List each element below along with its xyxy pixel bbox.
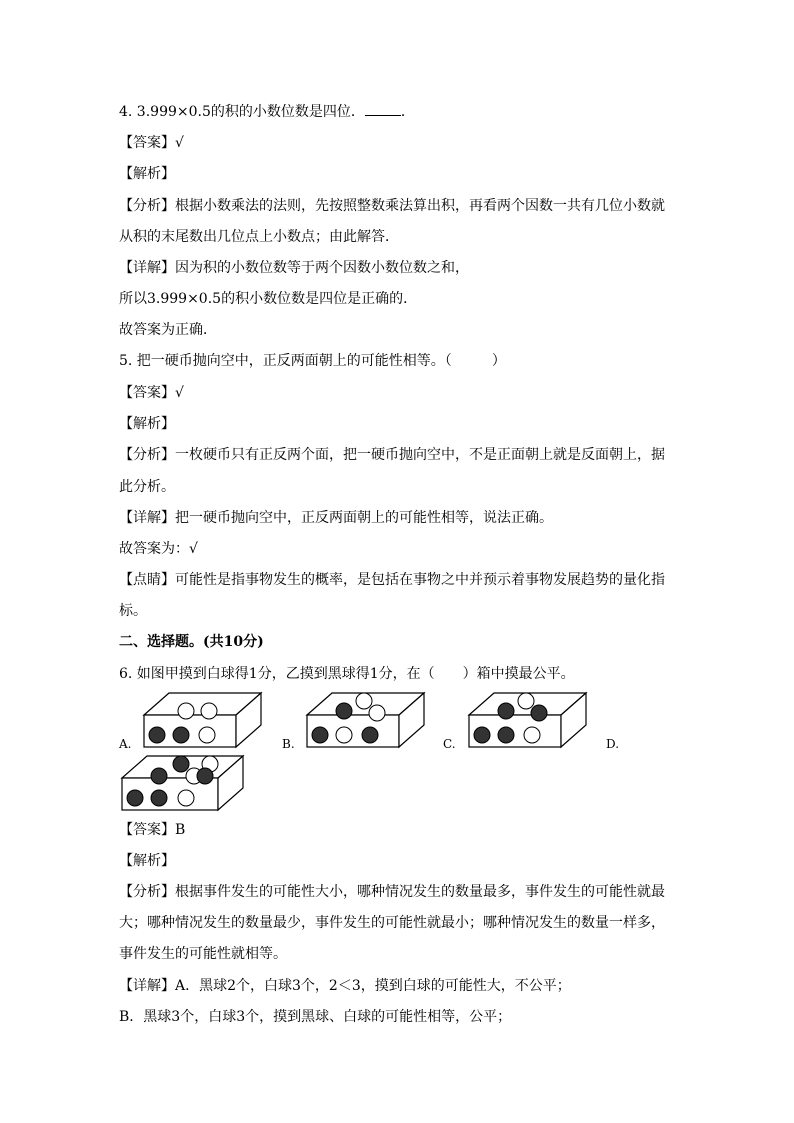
q6-question-end: ）箱中摸最公平。 [462,666,575,682]
ball-black [151,768,167,784]
q6-xiangjie-text: A．黑球2个，白球3个，2＜3，摸到白球的可能性大，不公平； [175,978,571,994]
q6-answer [119,820,185,840]
q4-answer [119,133,184,153]
q6-analysis-label: 【解析】 [119,853,175,869]
q4-xiangjie-text: 因为积的小数位数等于两个因数小数位数之和， [175,260,469,276]
q6-fenxi-cont: 大；哪种情况发生的数量最少，事件发生的可能性就最小；哪种情况发生的数量一样多， [119,915,665,931]
q6-fenxi-text: 根据事件发生的可能性大小，哪种情况发生的数量最多，事件发生的可能性就最 [175,884,665,900]
ball-black [498,727,514,743]
ball-black [197,768,213,784]
fenxi-label: 【分析】 [119,198,175,214]
ball-black [127,790,143,806]
xiangjie-label: 【详解】 [119,978,175,994]
ball-white [178,703,194,719]
ball-black [362,727,378,743]
ball-black [474,727,490,743]
option-b-label: B. [282,737,295,751]
ball-white [178,790,194,806]
q5-conclusion: 故答案为：√ [119,541,198,557]
ball-white [369,705,385,721]
dianjing-label: 【点睛】 [119,572,175,588]
q4-answer-blank [365,103,401,116]
q4-question [119,102,415,122]
q4-xiangjie [119,258,469,278]
ball-white [356,693,372,709]
ball-black [173,756,189,772]
ball-white [518,693,534,709]
ball-white [524,727,540,743]
q4-answer-value: √ [175,135,184,151]
q5-answer-value: √ [175,385,184,401]
ball-white [201,703,217,719]
option-b-ball-box [304,690,428,750]
option-c-label: C. [443,737,456,751]
q4-xiangjie-cont: 所以3.999×0.5的积小数位数是四位是正确的． [119,291,418,307]
q5-dianjing-text: 可能性是指事物发生的概率，是包括在事物之中并预示着事物发展趋势的量化指 [175,572,665,588]
section-heading: 二、选择题。(共10分) [119,634,264,650]
q6-fenxi-cont2: 事件发生的可能性就相等。 [119,946,287,962]
q5-question-end: ） [491,353,506,369]
option-a-label: A. [119,737,132,751]
q4-fenxi [119,196,665,216]
q5-answer [119,383,184,403]
answer-label: 【答案】 [119,385,175,401]
ball-black [312,727,328,743]
q4-analysis-label: 【解析】 [119,166,175,182]
q4-question-end: ． [400,104,415,120]
option-c-ball-box [466,690,590,750]
ball-black [151,790,167,806]
q5-question-text: 5. 把一硬币抛向空中，正反两面朝上的可能性相等。（ [119,353,452,369]
q5-xiangjie-text: 把一硬币抛向空中，正反两面朝上的可能性相等，说法正确。 [175,510,553,526]
answer-label: 【答案】 [119,822,175,838]
q6-answer-value: B [175,822,186,838]
q5-analysis-label: 【解析】 [119,416,175,432]
q5-fenxi-cont: 此分析。 [119,479,175,495]
q4-question-text: 4. 3.999×0.5的积的小数位数是四位． [119,104,365,120]
fenxi-label: 【分析】 [119,884,175,900]
ball-black [498,703,514,719]
q4-fenxi-cont: 从积的末尾数出几位点上小数点；由此解答． [119,229,399,245]
option-a-ball-box [141,690,265,750]
q5-fenxi-text: 一枚硬币只有正反两个面，把一硬币抛向空中，不是正面朝上就是反面朝上，据 [175,447,665,463]
q4-fenxi-text: 根据小数乘法的法则，先按照整数乘法算出积，再看两个因数一共有几位小数就 [175,198,665,214]
q4-conclusion: 故答案为正确． [119,322,217,338]
q5-fenxi [119,445,665,465]
q6-fenxi [119,882,665,902]
ball-white [199,727,215,743]
xiangjie-label: 【详解】 [119,260,175,276]
option-d-ball-box [119,753,247,813]
q5-dianjing [119,570,665,590]
xiangjie-label: 【详解】 [119,510,175,526]
ball-black [149,727,165,743]
ball-white [336,727,352,743]
q6-xiangjie-cont: B．黑球3个，白球3个，摸到黑球、白球的可能性相等，公平； [119,1009,512,1025]
answer-label: 【答案】 [119,135,175,151]
ball-black [173,727,189,743]
q5-xiangjie [119,508,553,528]
q6-question [119,664,575,684]
option-d-label: D. [606,737,620,751]
q6-question-text: 6. 如图甲摸到白球得1分，乙摸到黑球得1分，在（ [119,666,435,682]
ball-black [336,703,352,719]
q5-question [119,351,506,371]
q5-dianjing-cont: 标。 [119,603,147,619]
ball-black [531,705,547,721]
q6-xiangjie [119,976,571,996]
fenxi-label: 【分析】 [119,447,175,463]
